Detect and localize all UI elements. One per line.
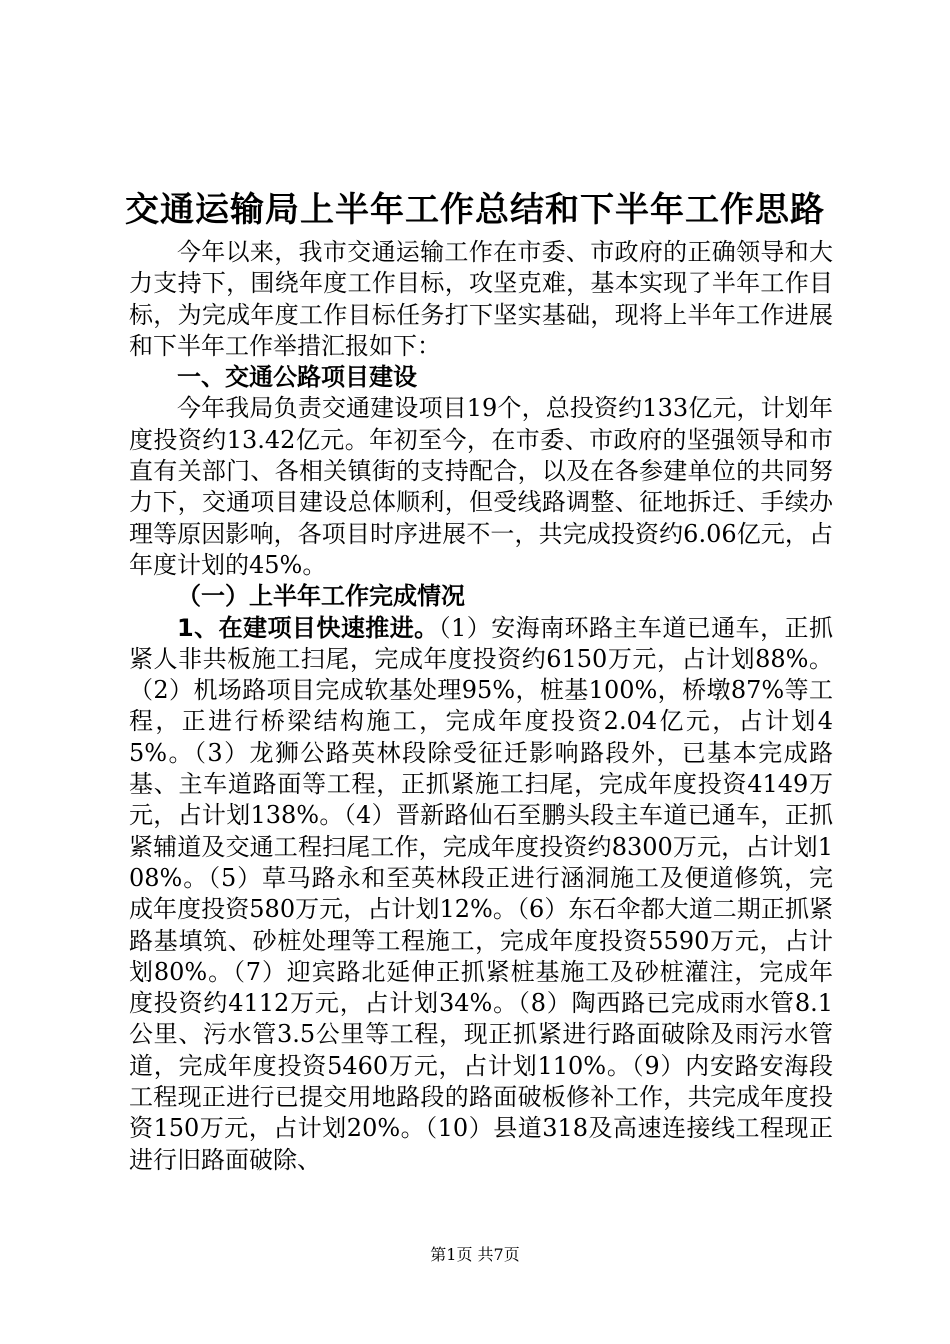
- document-body: [129, 237, 833, 1176]
- section-heading: 一、交通公路项目建设: [177, 363, 417, 392]
- subsection-heading: （一）上半年工作完成情况: [177, 582, 465, 611]
- item-paragraph: [129, 613, 833, 1176]
- document-title: 交通运输局上半年工作总结和下半年工作思路: [125, 190, 825, 230]
- intro-paragraph: 今年以来，我市交通运输工作在市委、市政府的正确领导和大力支持下，围绕年度工作目标，攻坚克难，基本实现了半年工作目标，为完成年度工作目标任务打下坚实基础，现将上半年工作进展和下半年工作举措汇报如下：: [129, 238, 833, 360]
- section-paragraph: 今年我局负责交通建设项目19个，总投资约133亿元，计划年度投资约13.42亿元。年初至今，在市委、市政府的坚强领导和市直有关部门、各相关镇街的支持配合，以及在各参建单位的共同努力下，交通项目建设总体顺利，但受线路调整、征地拆迁、手续办理等原因影响，各项目时序进展不一，共完成投资约6.06亿元，占年度计划的45%。: [129, 394, 833, 579]
- page-footer: 第1页 共7页: [430, 1245, 520, 1264]
- item-lead: 1、在建项目快速推进。: [177, 613, 439, 642]
- item-text: （1）安海南环路主车道已通车，正抓紧人非共板施工扫尾，完成年度投资约6150万元，占计划88%。（2）机场路项目完成软基处理95%，桩基100%，桥墩87%等工程，正进行桥梁结构施工，完成年度投资2.04亿元，占计划45%。（3）龙狮公路英林段除受征迁影响路段外，已基本完成路基、主车道路面等工程，正抓紧施工扫尾，完成年度投资4149万元，占计划138%。（4）晋新路仙石至鹏头段主车道已通车，正抓紧辅道及交通工程扫尾工作，完成年度投资约8300万元，占计划108%。（5）草马路永和至英林段正进行涵洞施工及便道修筑，完成年度投资580万元，占计划12%。（6）东石伞都大道二期正抓紧路基填筑、砂桩处理等工程施工，完成年度投资5590万元，占计划80%。（7）迎宾路北延伸正抓紧桩基施工及砂桩灌注，完成年度投资约4112万元，占计划34%。（8）陶西路已完成雨水管8.1公里、污水管3.5公里等工程，现正抓紧进行路面破除及雨污水管道，完成年度投资5460万元，占计划110%。（9）内安路安海段工程现正进行已提交用地路段的路面破板修补工作，共完成年度投资150万元，占计划20%。（10）县道318及高速连接线工程现正进行旧路面破除、: [129, 613, 833, 1174]
